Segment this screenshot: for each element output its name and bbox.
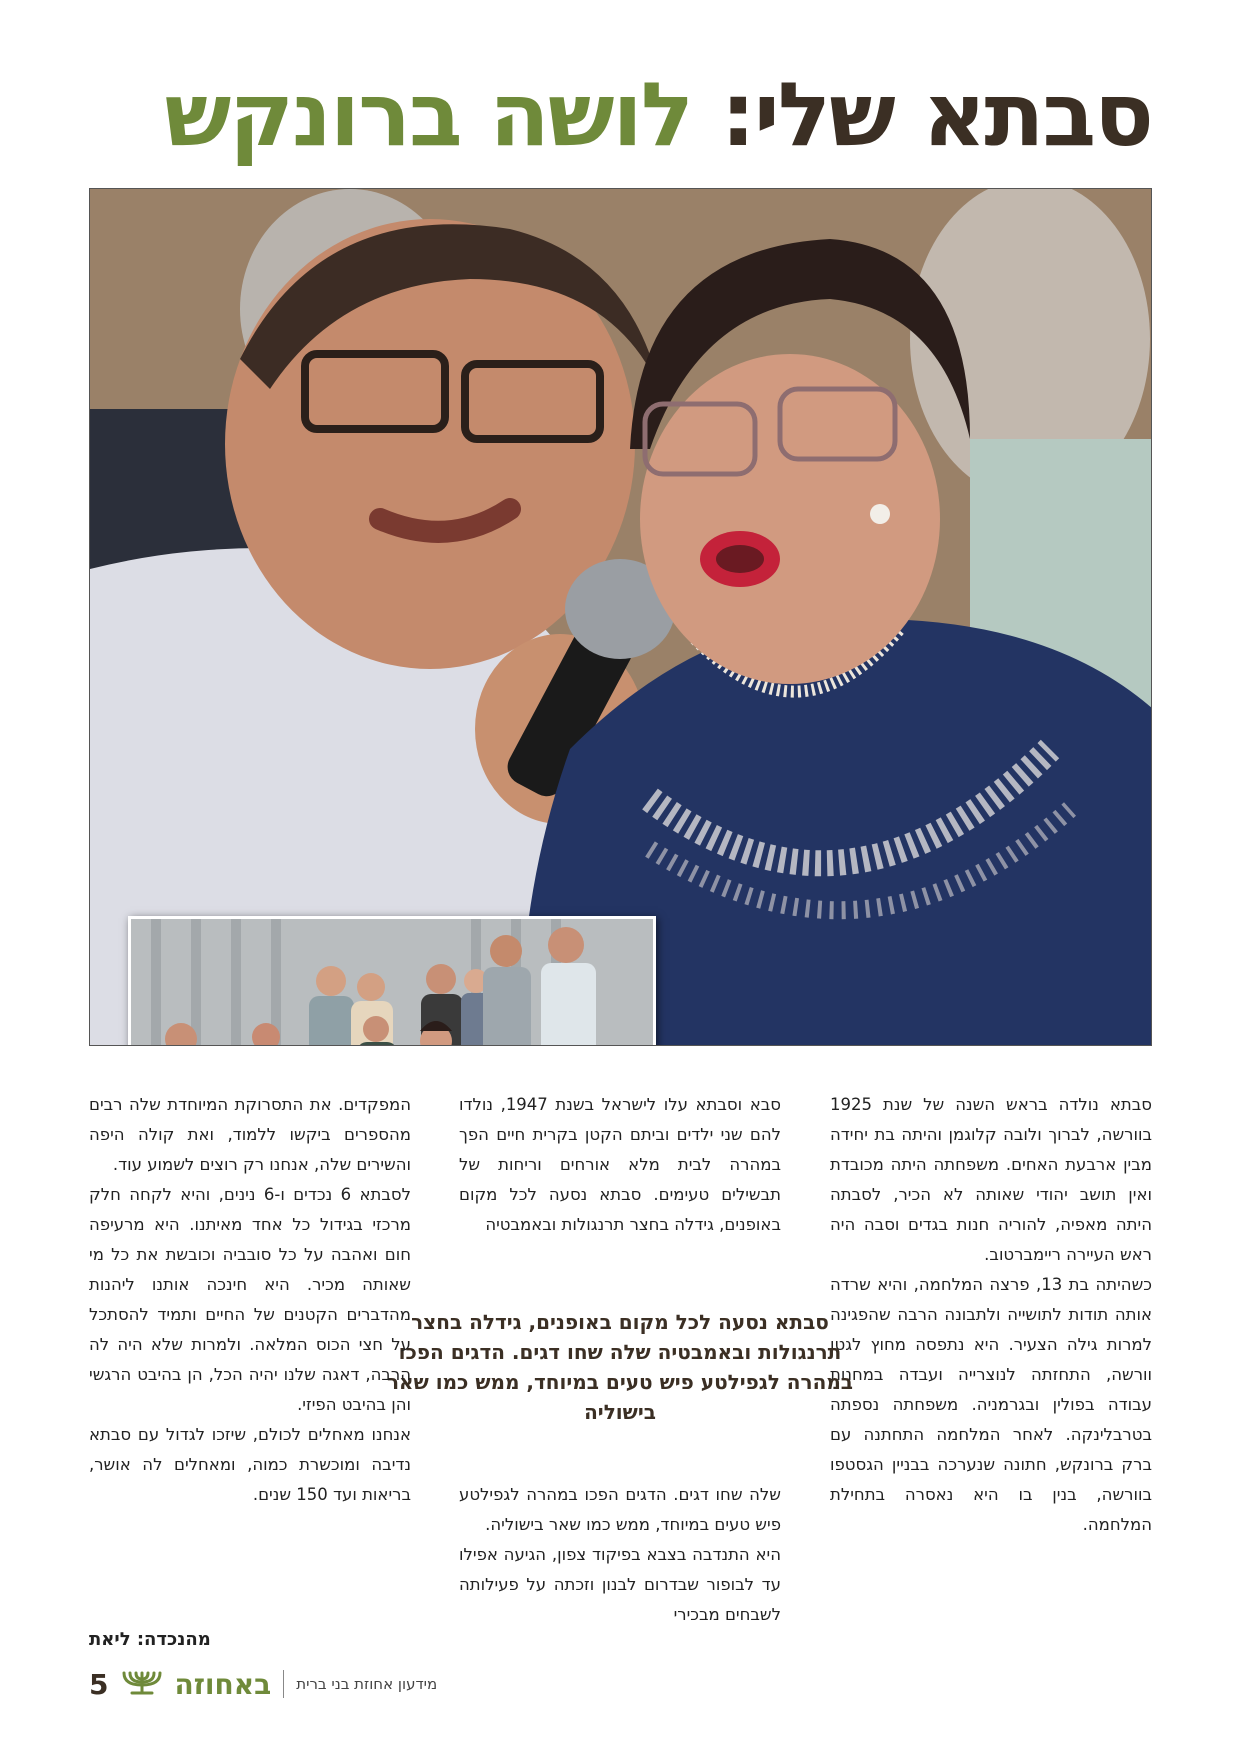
paragraph: סבתא נולדה בראש השנה של שנת 1925 בוורשה, לברוך ולובה קלוגמן והיתה בת יחידה מבין ארבעת האחים. משפחתה היתה מכובדת ואין תושב יהודי שאותה לא הכיר, לסבתה היתה מאפיה, להוריה חנות בגדים וסבה היה ראש העיירה ריימברטוב.: [830, 1095, 1152, 1264]
article-title-name: לושה ברונקש: [164, 63, 692, 166]
author-credit: מהנכדה: ליאת: [89, 1629, 211, 1650]
magazine-tagline: מידעון אחוזת בני ברית: [296, 1675, 438, 1693]
article-column-middle-bottom: [459, 1480, 781, 1630]
article-title-prefix: סבתא שלי:: [720, 63, 1152, 166]
main-photo: [89, 188, 1152, 1046]
paragraph: המפקדים. את התסרוקת המיוחדת שלה רבים מהספרים ביקשו ללמוד, ואת קולה היפה והשירים שלה, אנחנו רק רוצים לשמוע עוד.: [89, 1095, 411, 1174]
article-column-right: [830, 1090, 1152, 1540]
paragraph: היא התנדבה בצבא בפיקוד צפון, הגיעה אפילו עד לבופור שבדרום לבנון וזכתה על פעילותה לשבחים מבכירי: [459, 1545, 781, 1624]
page-number: 5: [89, 1667, 109, 1701]
pull-quote: סבתא נסעה לכל מקום באופנים, גידלה בחצר תרנגולות ובאמבטיה שלה שחו דגים. הדגים הפכו במהרה לגפילטע פיש טעים במיוחד, ממש כמו שאר בישוליה: [386, 1310, 853, 1424]
paragraph: שלה שחו דגים. הדגים הפכו במהרה לגפילטע פיש טעים במיוחד, ממש כמו שאר בישוליה.: [459, 1485, 781, 1534]
inset-photo: [128, 916, 656, 1046]
paragraph: לסבתא 6 נכדים ו-6 נינים, והיא לקחה חלק מרכזי בגידול כל אחד מאיתנו. היא מרעיפה חום ואהבה על כל סובביה וכובשת את כל מי שאותה מכיר. היא חינכה אותנו ליהנות מהדברים הקטנים של החיים ותמיד להסתכל על חצי הכוס המלאה. ולמרות שלא היה לה הרבה, דאגה שלנו יהיה הכל, הן בהיבט הרגשי והן בהיבט הפיזי.: [89, 1185, 411, 1414]
menorah-icon: [120, 1669, 164, 1699]
article-column-middle-top: [459, 1090, 781, 1240]
paragraph: סבא וסבתא עלו לישראל בשנת 1947, נולדו להם שני ילדים וביתם הקטן בקרית חיים הפך במהרה לבית מלא אורחים וריחות של תבשילים טעימים. סבתא נסעה לכל מקום באופנים, גידלה בחצר תרנגולות ובאמבטיה: [459, 1095, 781, 1234]
article-column-left: [89, 1090, 411, 1510]
page-footer: [89, 1664, 609, 1704]
paragraph: כשהיתה בת 13, פרצה המלחמה, והיא שרדה אותה תודות לתושייה ולתבונה הרבה שהפגינה למרות גילה הצעיר. היא נתפסה מחוץ לגטו וורשה, התחזתה לנוצרייה ועבדה במחנות עבודה בפולין ובגרמניה. משפחתה נספתה בטרבלינקה. לאחר המלחמה התחתנה עם ברק ברונקש, חתונה שנערכה בבניין הגסטפו בוורשה, בנין בו היא נאסרה בתחילת המלחמה.: [830, 1275, 1152, 1534]
article-title: [88, 60, 1152, 170]
footer-divider: [283, 1670, 284, 1698]
magazine-logo: באחוזה: [174, 1667, 272, 1701]
paragraph: אנחנו מאחלים לכולם, שיזכו לגדול עם סבתא נדיבה ומוכשרת כמוה, ומאחלים לה אושר, בריאות ועד 150 שנים.: [89, 1425, 411, 1504]
